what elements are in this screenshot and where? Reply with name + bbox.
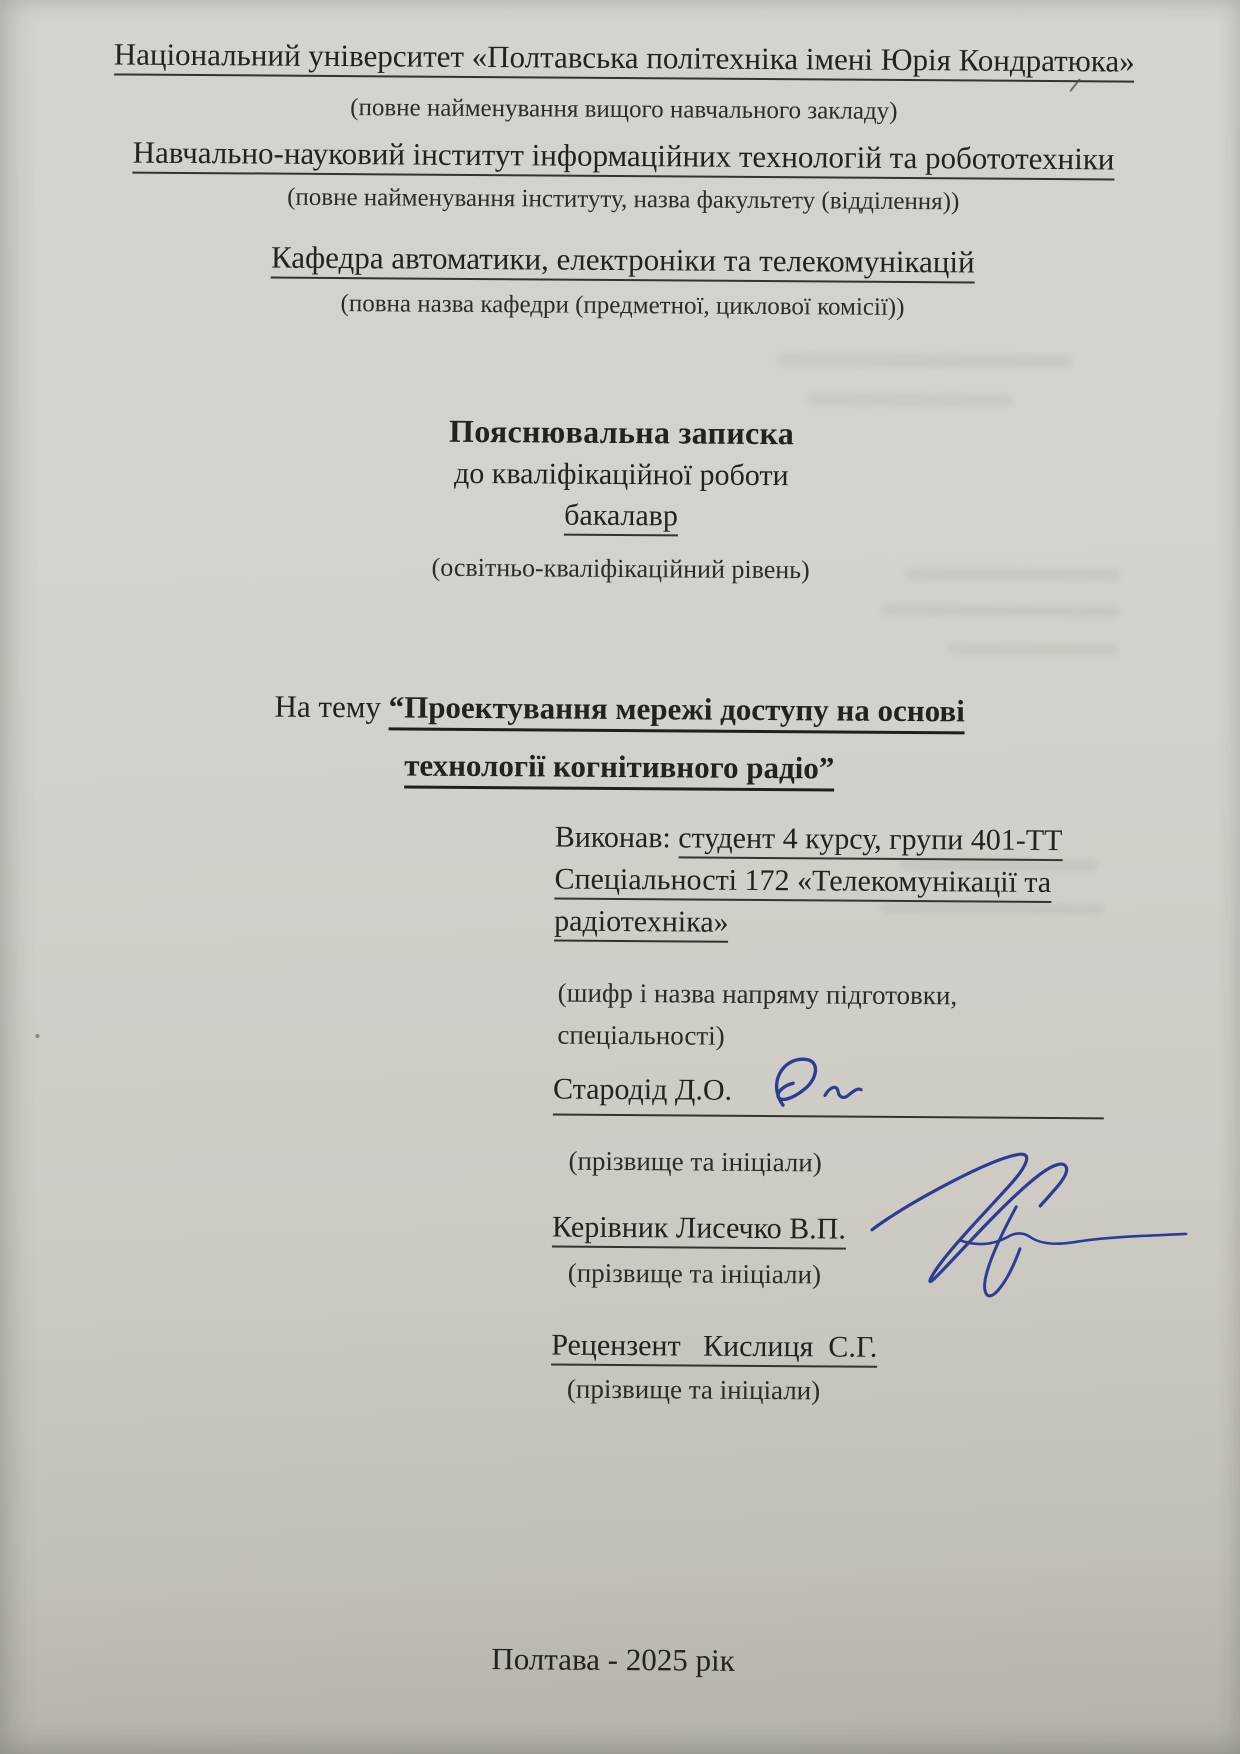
specialty-caption-line1: (шифр і назва напряму підготовки,: [557, 977, 958, 1011]
department-name-text: Кафедра автоматики, електроніки та телекомунікацій: [271, 240, 975, 284]
performer-prefix: Виконав:: [554, 820, 679, 855]
department-caption: (повна назва кафедри (предметної, циклової комісії)): [340, 290, 905, 321]
reviewer-label: Рецензент Кислиця С.Г.: [551, 1329, 877, 1368]
ink-speck-artifact: [35, 1034, 39, 1038]
performer-value: студент 4 курсу, групи 401-ТТ: [678, 821, 1062, 861]
bleed-through-artifact: [777, 353, 1072, 368]
supervisor-label: Керівник Лисечко В.П.: [552, 1211, 846, 1250]
degree-level-text: бакалавр: [564, 499, 678, 537]
performer-line: [555, 820, 1063, 860]
institute-caption: (повне найменування інституту, назва факультету (відділення)): [287, 183, 960, 216]
student-name: Стародід Д.О.: [552, 1072, 733, 1107]
city-year: Полтава - 2025 рік: [491, 1641, 735, 1678]
name-caption: (прізвище та ініціали): [566, 1373, 821, 1406]
department-name: [3, 238, 1240, 282]
bleed-through-artifact: [948, 642, 1118, 655]
university-name-text: Національний університет «Полтавська політехніка імені Юрія Кондратюка»: [114, 36, 1135, 82]
topic-prefix: На тему: [274, 688, 389, 725]
degree-level: [1, 495, 1240, 538]
doc-title: Пояснювальна записка: [449, 412, 795, 452]
specialty-line1-text: Спеціальності 172 «Телекомунікації та: [554, 863, 1051, 903]
topic-line-1: [0, 686, 1240, 732]
topic-line-2: [0, 744, 1239, 790]
bleed-through-artifact: [880, 604, 1120, 618]
supervisor-row: [552, 1210, 846, 1248]
name-caption: (прізвище та ініціали): [567, 1257, 822, 1290]
institute-name-text: Навчально-науковий інститут інформаційних технологій та робототехніки: [133, 135, 1115, 181]
specialty-caption-line2: спеціальності): [557, 1019, 725, 1051]
specialty-line-2: [554, 904, 729, 941]
bleed-through-artifact: [899, 858, 1099, 871]
university-name: [4, 36, 1240, 80]
reviewer-row: [551, 1328, 877, 1366]
student-signature: [765, 1051, 881, 1116]
supervisor-signature: [864, 1142, 1195, 1314]
bleed-through-artifact: [906, 568, 1121, 582]
bleed-through-artifact: [807, 393, 1012, 406]
doc-subtitle: до кваліфікаційної роботи: [453, 456, 789, 493]
university-caption: (повне найменування вищого навчального закладу): [350, 94, 898, 125]
institute-name: [3, 134, 1240, 178]
name-caption: (прізвище та ініціали): [568, 1145, 822, 1178]
degree-caption: (освітньо-кваліфікаційний рівень): [431, 552, 810, 585]
topic-quote-line2: технології когнітивного радіо”: [404, 747, 834, 791]
specialty-line2-text: радіотехніка»: [554, 905, 729, 943]
topic-quote-line1: “Проектування мережі доступу на основі: [388, 689, 964, 734]
bleed-through-artifact: [880, 902, 1105, 916]
